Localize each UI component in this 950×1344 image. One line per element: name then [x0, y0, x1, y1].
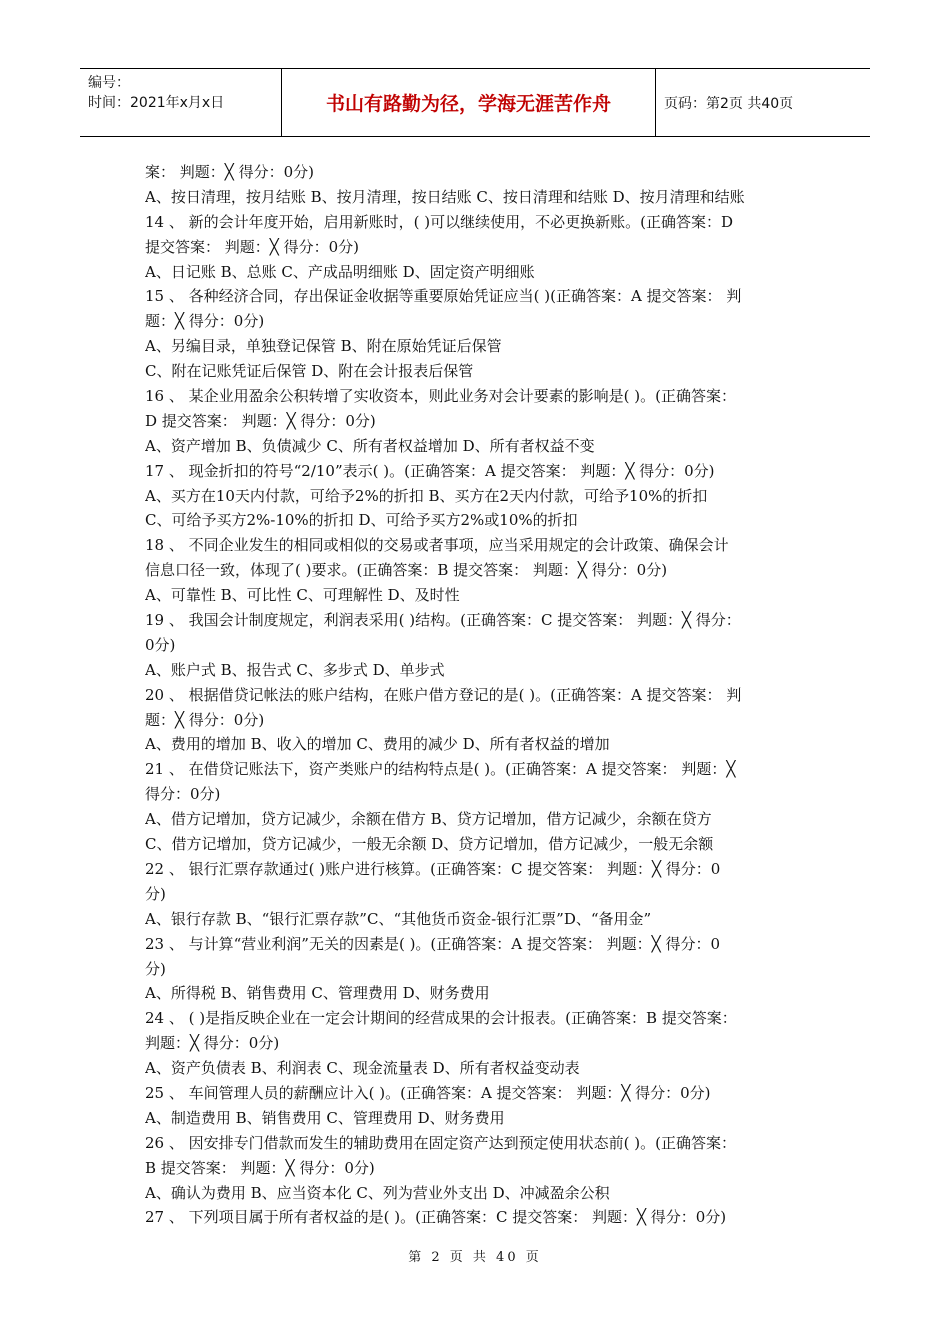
text-line: C、可给予买方2%-10%的折扣 D、可给予买方2%或10%的折扣: [145, 511, 578, 530]
text-line: A、可靠性 B、可比性 C、可理解性 D、及时性: [145, 586, 460, 605]
text-line: 判题：╳ 得分：0分): [145, 1034, 280, 1053]
text-line: A、所得税 B、销售费用 C、管理费用 D、财务费用: [145, 984, 490, 1003]
text-line: 题：╳ 得分：0分): [145, 312, 265, 331]
text-line: 得分：0分): [145, 785, 221, 804]
document-body: [145, 160, 815, 1230]
text-line: C、附在记账凭证后保管 D、附在会计报表后保管: [145, 362, 474, 381]
text-line: 17 、 现金折扣的符号“2/10”表示( )。(正确答案：A 提交答案： 判题：╳ 得分：0分): [145, 461, 715, 480]
text-line: 22 、 银行汇票存款通过( )账户进行核算。(正确答案：C 提交答案： 判题：╳ 得分：0: [145, 859, 721, 878]
text-line: 21 、 在借贷记账法下，资产类账户的结构特点是( )。(正确答案：A 提交答案： 判题：╳: [145, 760, 736, 779]
text-line: 提交答案： 判题：╳ 得分：0分): [145, 237, 359, 256]
header-meta: [80, 69, 282, 136]
text-line: 16 、 某企业用盈余公积转增了实收资本，则此业务对会计要素的影响是( )。(正确答案：: [145, 387, 736, 406]
text-line: A、账户式 B、报告式 C、多步式 D、单步式: [145, 660, 445, 679]
text-line: A、制造费用 B、销售费用 C、管理费用 D、财务费用: [145, 1108, 505, 1127]
text-line: 题：╳ 得分：0分): [145, 710, 265, 729]
page-footer: 第 2 页 共 40 页: [408, 1250, 542, 1265]
text-line: A、确认为费用 B、应当资本化 C、列为营业外支出 D、冲减盈余公积: [145, 1183, 610, 1202]
text-line: A、买方在10天内付款，可给予2%的折扣 B、买方在2天内付款，可给予10%的折扣: [145, 486, 708, 505]
text-line: A、费用的增加 B、收入的增加 C、费用的减少 D、所有者权益的增加: [145, 735, 610, 754]
number-label: 编号：: [88, 75, 130, 91]
text-line: 信息口径一致，体现了( )要求。(正确答案：B 提交答案： 判题：╳ 得分：0分): [145, 561, 668, 580]
text-line: 26 、 因安排专门借款而发生的辅助费用在固定资产达到预定使用状态前( )。(正确答案：: [145, 1133, 736, 1152]
text-line: A、按日清理，按月结账 B、按月清理，按日结账 C、按日清理和结账 D、按月清理和结账: [145, 187, 745, 206]
text-line: 15 、 各种经济合同，存出保证金收据等重要原始凭证应当( )(正确答案：A 提交答案： 判: [145, 287, 742, 306]
time-label: 时间：2021年x月x日: [88, 95, 225, 111]
header-motto: 书山有路勤为径，学海无涯苦作舟: [282, 69, 656, 136]
text-line: 分): [145, 884, 166, 903]
text-line: A、资产负债表 B、利润表 C、现金流量表 D、所有者权益变动表: [145, 1059, 580, 1078]
text-line: 19 、 我国会计制度规定，利润表采用( )结构。(正确答案：C 提交答案： 判题：╳ 得分：: [145, 611, 741, 630]
text-line: 0分): [145, 635, 176, 654]
text-line: 23 、 与计算“营业利润”无关的因素是( )。(正确答案：A 提交答案： 判题：╳ 得分：0: [145, 934, 720, 953]
text-line: 18 、 不同企业发生的相同或相似的交易或者事项，应当采用规定的会计政策、确保会计: [145, 536, 729, 555]
text-line: A、另编目录，单独登记保管 B、附在原始凭证后保管: [145, 337, 502, 356]
text-line: 案： 判题：╳ 得分：0分): [145, 163, 314, 181]
text-line: 分): [145, 959, 166, 978]
page-header: [80, 68, 870, 137]
text-line: C、借方记增加，贷方记减少，一般无余额 D、贷方记增加，借方记减少，一般无余额: [145, 835, 714, 854]
text-line: 25 、 车间管理人员的薪酬应计入( )。(正确答案：A 提交答案： 判题：╳ 得分：0分): [145, 1083, 711, 1102]
text-line: A、借方记增加，贷方记减少，余额在借方 B、贷方记增加，借方记减少，余额在贷方: [145, 810, 712, 829]
text-line: D 提交答案： 判题：╳ 得分：0分): [145, 411, 376, 430]
text-line: A、银行存款 B、“银行汇票存款”C、“其他货币资金-银行汇票”D、“备用金”: [145, 909, 652, 928]
text-line: A、资产增加 B、负债减少 C、所有者权益增加 D、所有者权益不变: [145, 436, 595, 455]
header-page-info: 页码：第2页 共40页: [664, 95, 794, 112]
text-line: A、日记账 B、总账 C、产成品明细账 D、固定资产明细账: [145, 262, 535, 281]
text-line: 27 、 下列项目属于所有者权益的是( )。(正确答案：C 提交答案： 判题：╳ 得分：0分): [145, 1208, 727, 1227]
text-line: 24 、 ( )是指反映企业在一定会计期间的经营成果的会计报表。(正确答案：B 提交答案：: [145, 1009, 737, 1028]
text-line: 20 、 根据借贷记帐法的账户结构，在账户借方登记的是( )。(正确答案：A 提交答案： 判: [145, 685, 742, 704]
text-line: 14 、 新的会计年度开始，启用新账时，( )可以继续使用，不必更换新账。(正确答案：D: [145, 212, 733, 231]
text-line: B 提交答案： 判题：╳ 得分：0分): [145, 1158, 375, 1177]
